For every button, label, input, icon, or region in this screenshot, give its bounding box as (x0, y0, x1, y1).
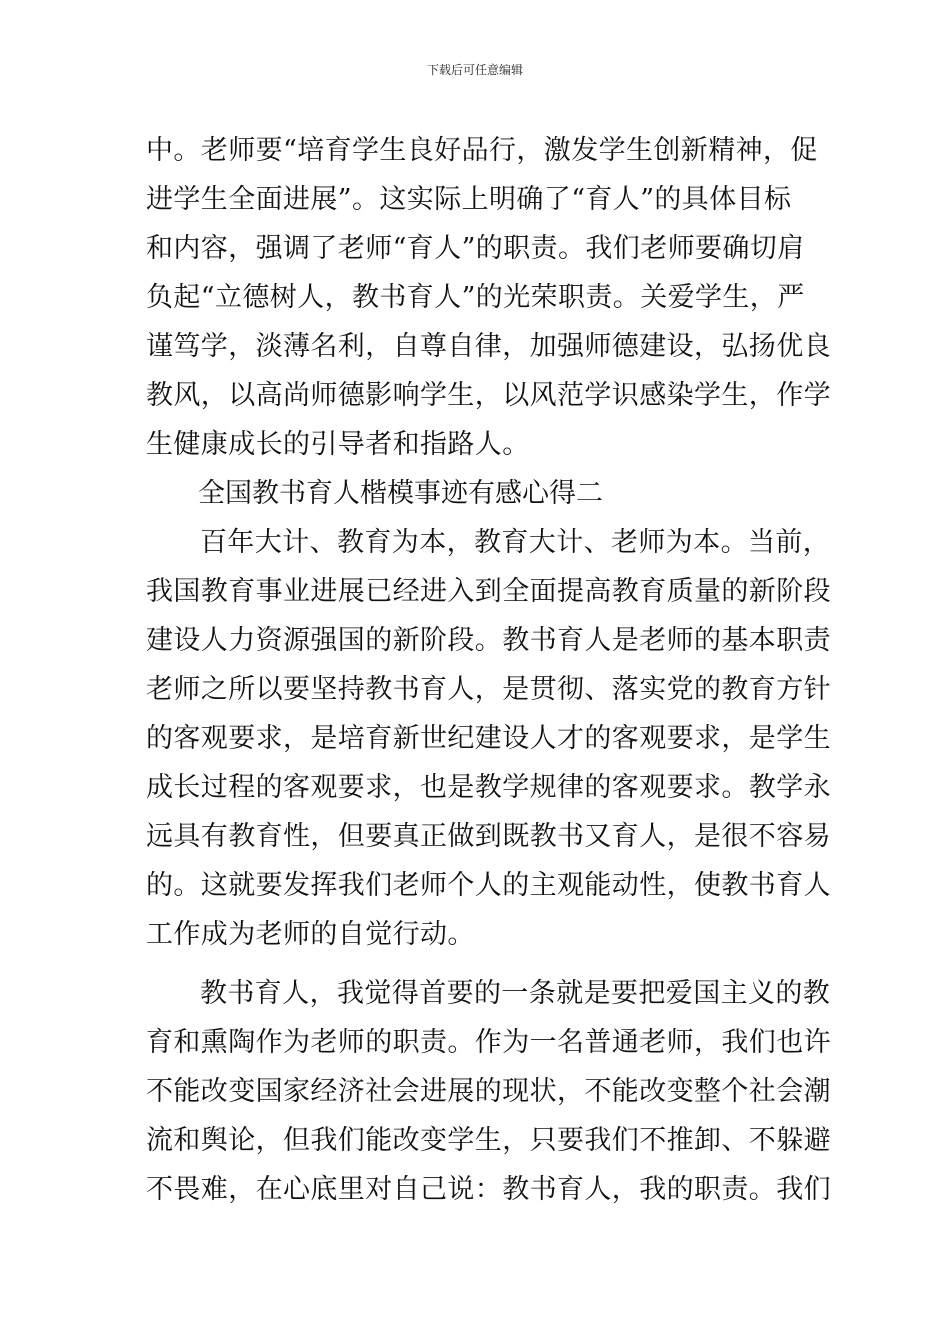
paragraph-3 (146, 969, 831, 1214)
text-line: 进学生全面进展”。这实际上明确了“育人”的具体目标 (146, 184, 792, 215)
text-line: 负起“立德树人，教书育人”的光荣职责。关爱学生，严 (146, 282, 805, 313)
page-header: 下载后可任意编辑 (426, 63, 523, 77)
text-line: 中。老师要“培育学生良好品行，激发学生创新精神，促 (146, 135, 818, 166)
text-line: 老师之所以要坚持教书育人，是贯彻、落实党的教育方针 (146, 674, 831, 705)
text-line: 育和熏陶作为老师的职责。作为一名普通老师，我们也许 (146, 1027, 831, 1058)
text-line: 的客观要求，是培育新世纪建设人才的客观要求，是学生 (146, 723, 831, 754)
section-heading: 全国教书育人楷模事迹有感心得二 (198, 478, 603, 509)
paragraph-gap (146, 959, 810, 969)
text-line: 工作成为老师的自觉行动。 (146, 919, 475, 950)
text-line: 教风，以高尚师德影响学生，以风范学识感染学生，作学 (146, 380, 831, 411)
text-line: 不畏难，在心底里对自己说：教书育人，我的职责。我们 (146, 1174, 831, 1205)
text-line: 谨笃学，淡薄名利，自尊自律，加强师德建设，弘扬优良 (146, 331, 831, 362)
text-line: 不能改变国家经济社会进展的现状，不能改变整个社会潮 (146, 1076, 831, 1107)
text-line: 流和舆论，但我们能改变学生，只要我们不推卸、不躲避 (146, 1125, 831, 1156)
text-line: 的。这就要发挥我们老师个人的主观能动性，使教书育人 (146, 870, 831, 901)
paragraph-1 (146, 126, 831, 469)
text-line: 百年大计、教育为本，教育大计、老师为本。当前， (200, 527, 831, 558)
text-line: 生健康成长的引导者和指路人。 (146, 429, 530, 460)
paragraph-2 (146, 518, 831, 959)
text-line: 和内容，强调了老师“育人”的职责。我们老师要确切肩 (146, 233, 805, 264)
text-line: 教书育人，我觉得首要的一条就是要把爱国主义的教 (200, 978, 831, 1009)
text-line: 成长过程的客观要求，也是教学规律的客观要求。教学永 (146, 772, 831, 803)
text-line: 我国教育事业进展已经进入到全面提高教育质量的新阶段 (146, 576, 831, 607)
document-body (146, 126, 831, 1214)
text-line: 远具有教育性，但要真正做到既教书又育人，是很不容易 (146, 821, 831, 852)
text-line: 建设人力资源强国的新阶段。教书育人是老师的基本职责 (146, 625, 831, 656)
